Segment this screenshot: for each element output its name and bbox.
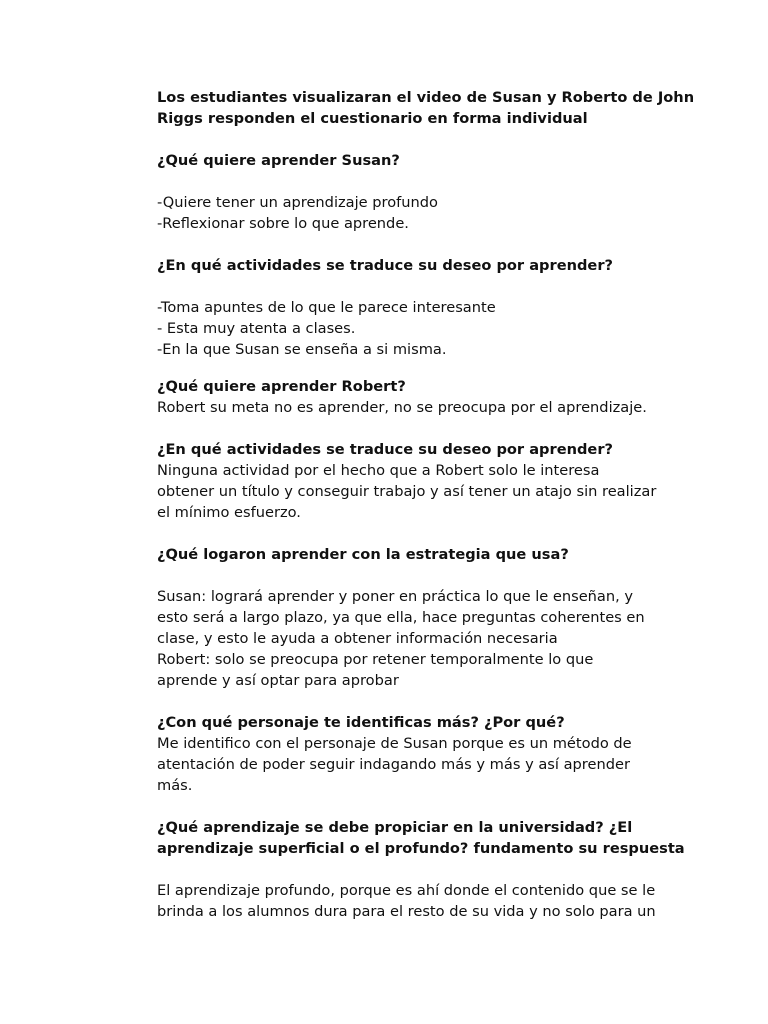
paragraph-gap bbox=[157, 276, 697, 297]
answer-5-line: aprende y así optar para aprobar bbox=[157, 672, 399, 689]
answer-5-line: Susan: logrará aprender y poner en práctica lo que le enseñan, y bbox=[157, 588, 634, 605]
paragraph-gap bbox=[157, 523, 697, 544]
document-body bbox=[157, 87, 697, 922]
paragraph-gap bbox=[157, 859, 697, 880]
answer-6-line: más. bbox=[157, 777, 193, 794]
question-6: ¿Con qué personaje te identificas más? ¿Por qué? bbox=[157, 714, 565, 731]
question-7: ¿Qué aprendizaje se debe propiciar en la universidad? ¿El bbox=[157, 819, 633, 836]
answer-5-line: Robert: solo se preocupa por retener temporalmente lo que bbox=[157, 651, 594, 668]
question-3: ¿Qué quiere aprender Robert? bbox=[157, 378, 406, 395]
question-4: ¿En qué actividades se traduce su deseo por aprender? bbox=[157, 441, 613, 458]
paragraph-gap bbox=[157, 796, 697, 817]
answer-3-line: Robert su meta no es aprender, no se preocupa por el aprendizaje. bbox=[157, 399, 647, 416]
answer-4-line: el mínimo esfuerzo. bbox=[157, 504, 301, 521]
answer-1-line: -Quiere tener un aprendizaje profundo bbox=[157, 194, 438, 211]
paragraph-gap bbox=[157, 418, 697, 439]
question-7: aprendizaje superficial o el profundo? fundamento su respuesta bbox=[157, 840, 685, 857]
answer-6-line: Me identifico con el personaje de Susan porque es un método de bbox=[157, 735, 632, 752]
answer-2-line: -Toma apuntes de lo que le parece interesante bbox=[157, 299, 496, 316]
paragraph-gap bbox=[157, 171, 697, 192]
answer-5-line: clase, y esto le ayuda a obtener información necesaria bbox=[157, 630, 558, 647]
intro-line: Los estudiantes visualizaran el video de Susan y Roberto de John bbox=[157, 89, 695, 106]
intro-line: Riggs responden el cuestionario en forma individual bbox=[157, 110, 588, 127]
answer-5-line: esto será a largo plazo, ya que ella, hace preguntas coherentes en bbox=[157, 609, 645, 626]
paragraph-gap bbox=[157, 360, 697, 376]
question-5: ¿Qué logaron aprender con la estrategia que usa? bbox=[157, 546, 569, 563]
paragraph-gap bbox=[157, 129, 697, 150]
paragraph-gap bbox=[157, 691, 697, 712]
answer-2-line: -En la que Susan se enseña a si misma. bbox=[157, 341, 447, 358]
paragraph-gap bbox=[157, 234, 697, 255]
answer-7-line: El aprendizaje profundo, porque es ahí donde el contenido que se le bbox=[157, 882, 656, 899]
answer-1-line: -Reflexionar sobre lo que aprende. bbox=[157, 215, 409, 232]
answer-6-line: atentación de poder seguir indagando más y más y así aprender bbox=[157, 756, 630, 773]
answer-2-line: - Esta muy atenta a clases. bbox=[157, 320, 356, 337]
question-2: ¿En qué actividades se traduce su deseo por aprender? bbox=[157, 257, 613, 274]
answer-7-line: brinda a los alumnos dura para el resto de su vida y no solo para un bbox=[157, 903, 656, 920]
question-1: ¿Qué quiere aprender Susan? bbox=[157, 152, 400, 169]
answer-4-line: obtener un título y conseguir trabajo y así tener un atajo sin realizar bbox=[157, 483, 657, 500]
answer-4-line: Ninguna actividad por el hecho que a Robert solo le interesa bbox=[157, 462, 600, 479]
paragraph-gap bbox=[157, 565, 697, 586]
